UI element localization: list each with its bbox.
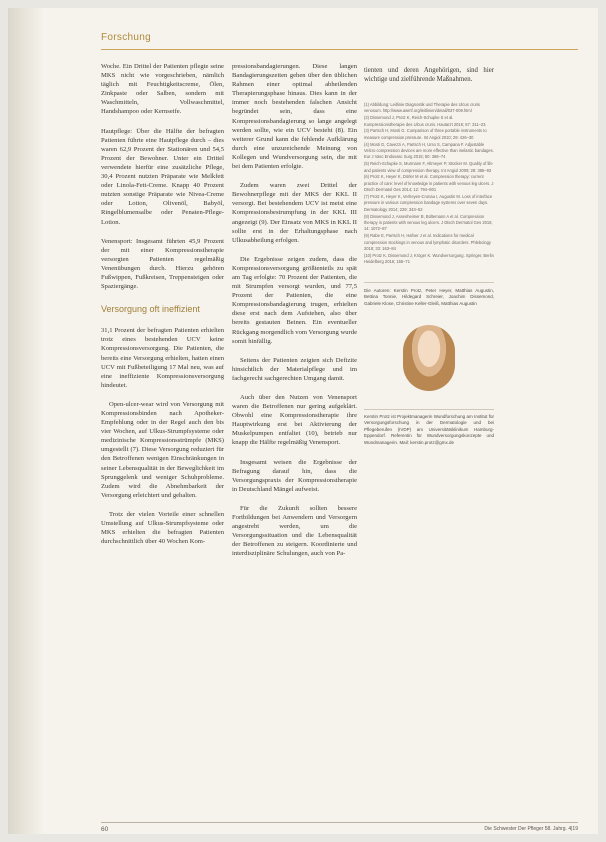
paragraph: tienten und deren Angehörigen, sind hier wichtige und zielführende Maßnahmen. <box>364 67 494 83</box>
reference-item: (9) Rabe E, Partsch H, Hafner J et al. Indications for medical compression stockings in venous and lymphatic disorders. Phlebology 2018; 33: 163–84 <box>364 233 491 252</box>
text-column-3 <box>364 66 494 447</box>
paragraph-vein-sport: Venensport: Insgesamt führten 45,9 Prozent der mit einer Kompressionstherapie versorgten Patienten regelmäßig Venenübungen durch. Hierzu gehören Fußwippen, Fußkreisen, Treppensteigen oder Spaziergänge. <box>101 237 224 291</box>
binding-shadow <box>8 8 44 834</box>
section-heading: Versorgung oft ineffizient <box>101 304 200 315</box>
reference-item: (6) Protz K, Heyer K, Dörler M et al. Compression therapy: current practice of care: level of knowledge in patients with venous leg ulcers. J Dtsch Dermatol Ges 2014; 12: 794–801 <box>364 174 494 193</box>
journal-footer: Die Schwester Der Pfleger 58. Jahrg. 4|19 <box>484 826 578 832</box>
paragraph: Insgesamt weisen die Ergebnisse der Befragung darauf hin, dass die Versorgungspraxis der Kompressionstherapie in Deutschland Mängel aufweist. <box>232 458 357 493</box>
paragraph: Seitens der Patienten zeigten sich Defizite hinsichtlich der Materialpflege und im fachgerecht sachgerechten Umgang damit. <box>232 356 357 382</box>
reference-item: (3) Partsch H, Mosti G. Comparison of three portable instruments to measure compression pressure. Int Angiol 2010; 29: 426–30 <box>364 128 487 140</box>
reference-list <box>364 98 494 266</box>
page-number: 60 <box>101 826 109 833</box>
author-list: Die Autoren: Kerstin Protz, Peter Heyer, Matthias Augustin, Bettina Tonnie, Hildegard Schreier, Joachim Dissemond, Gabriele Klose, Christine Keller-Gleiß, Matthias Augustin <box>364 282 494 308</box>
paragraph: Woche. Ein Drittel der Patienten pflegte seine MKS nicht wie vorgeschrieben, nämlich täglich mit Feuchtigkeitscreme, Ölen, Zinkpaste oder Salben, sondern mit Waschmitteln, Vollwaschmittel, Handshampoo oder Kernseife. <box>101 63 224 116</box>
reference-item: (7) Protz K, Heyer K, Verheyen-Cronau I, Augustin M. Loss of interface pressure in various compression bandage systems over seven days. Dermatology 2014; 229: 343–52 <box>364 194 493 212</box>
magazine-page <box>8 8 598 834</box>
author-photo-frame <box>364 325 494 394</box>
paragraph: Trotz der vielen Vorteile einer schnellen Umstellung auf Ulkus-Strumpfsysteme oder MKS erhielten die befragten Patienten durchschnittlich über 40 Wochen Kom- <box>101 510 224 546</box>
text-column-2 <box>232 62 357 559</box>
reference-item: (4) Mosti G, Cavezzi A, Partsch H, Urso S, Campana F. Adjustable Velcro compression devices are more effective than inelastic bandages. Eur J Vasc Endovasc Surg 2015; 50: 368–74 <box>364 141 494 160</box>
reference-item: (5) Reich-Schupke S, Murmann F, Altmeyer P, Stücker M. Quality of life and patients view of compression therapy. Int Angiol 2009; 28: 385–93 <box>364 161 493 173</box>
reference-item: (2) Dissemond J, Protz K, Reich-Schupke S et al. Kompressionstherapie des Ulcus cruris. Hautarzt 2016; 67: 311–23. <box>364 115 487 127</box>
paragraph: Open-ulcer-wear wird von Versorgung mit Kompressionsbinden nach Apotheker-Empfehlung oder in der Regel auch den bis vier Wochen, auf Ulkus-Strumpfsysteme oder medizinische Kompressionsstrümpfe (MKS) umgestellt (7). Diese Versorgung reduziert für den Betroffenen wenigen Einschränkungen in seiner Lebensqualität in der Beweglichkeit im Sprunggelenk und weniger Schuhprobleme. Zudem wird die Abnehmbarkeit der Versorgung erleichtert und gehalten. <box>101 400 224 499</box>
paragraph: pressionsbandagierungen. Diese langen Bandagierungszeiten gehen über den üblichen Rahmen einer optimal abheilenden Therapierungsphase hinaus. Dies kann in der immer noch bestehenden falschen Ansicht begründet sein, dass eine Kompressionsbandagierung so lange angelegt werden sollte, wie ein UCV besteht (8). Ein weiterer Grund kann die fehlende Aufklärung durch eine unzureichende Meinung von Kollegen und Wundversorgung sein, die mit bei dem Patienten erfolgte. <box>232 63 357 171</box>
paragraph: Die Ergebnisse zeigen zudem, dass die Kompressionsversorgung größtenteils zu spät am Tag erfolgte: 70 Prozent der Patienten, die mit Strumpfen versorgt wurden, und 77,5 Prozent der Patienten, die eine Kompressionsbandagierung trugen, erhielten diese erst nach dem Aufstehen, also über bereits gestauten Beinen. Ein eventueller Rückgang morgendlich vom Versorgung wurde somit hinfällig. <box>232 255 357 345</box>
section-label: Forschung <box>101 32 151 43</box>
paragraph-skin-care: Hautpflege: Über die Hälfte der befragten Patienten führte eine Hautpflege durch – dies waren 62,9 Prozent der Stationären und 54,5 Prozent der Bewohner. Unter ein Drittel verwendete hierfür eine zusätzliche Pflege, 30,4 Prozent nutzten Präparate wie Melkfett oder Linola-Fett-Creme. Knapp 40 Prozent nutzten sonstige Präparate wie Nivea-Creme oder Lotion, Olivenöl, Babyöl, Ringelblumensalbe oder Penaten-Pflege-Lotion. <box>101 127 224 226</box>
header-rule <box>101 49 578 50</box>
paragraph: Für die Zukunft sollten bessere Fortbildungen bei Anwendern und Versorgern angestrebt werden, um die Versorgungssituation und die Lebensqualität der Betroffenen zu steigern. Koordinierte und interdisziplinäre Schulungen, auch von Pa- <box>232 504 357 558</box>
paragraph: 31,1 Prozent der befragten Patienten erhielten trotz eines bestehenden UCV keine Kompressionsversorgung. Die Patienten, die bereits eine Versorgung erhielten, hatten einen UCV mit Fußbeteiligung 17 Mal neu, was auf eine ineffiziente Kompressionsversorgung hindeutet. <box>101 327 224 389</box>
reference-item: (8) Dissemond J, Assenheimer B, Bültemann A et al. Compression therapy in patients with venous leg ulcers. J Dtsch Dermatol Ges 2016; 14: 1072–87 <box>364 213 493 232</box>
paragraph: Auch über den Nutzen von Venensport waren die Betroffenen nur gering aufgeklärt. Obwohl eine Kompressionstherapie ihre Hauptwirkung erst bei Aktivierung der Muskelpumpen entfaltet (10), betrieb nur knapp die Hälfte regelmäßig Venensport. <box>232 394 357 447</box>
text-column-1 <box>101 62 224 546</box>
author-contact: Kerstin Protz ist Projektmanagerin Wundforschung am Institut für Versorgungsforschung in der Dermatologie und bei Pflegeberufen (IVDP) am Universitätsklinikum Hamburg-Eppendorf. Referentin für Wundversorgungskonzepte und Wundmanagerin. Mail: kerstin.protz@gmx.de <box>364 409 494 447</box>
paragraph: Zudem waren zwei Drittel der Bewohnerpflege mit der MKS der KKL II versorgt. Bei bestehendem UCV ist meist eine Kompressionsbestrumpfung in der KKL III angezeigt (9). Der Einsatz von MKS in KKL II sollte erst in der Erhaltungsphase nach Ulkusabheilung erfolgen. <box>232 182 357 244</box>
reference-item: (10) Protz K, Dissemond J, Kröger K. Wundversorgung. Springer, Berlin Heidelberg 2016; 155–71 <box>364 252 494 265</box>
footer-rule <box>101 822 578 823</box>
author-photo <box>403 325 455 391</box>
reference-item: (1) Abbildung: Leitlinie Diagnostik und Therapie des Ulcus cruris venosum. http://www.awmf.org/leitlinien/detail/037-009.html <box>364 102 480 114</box>
